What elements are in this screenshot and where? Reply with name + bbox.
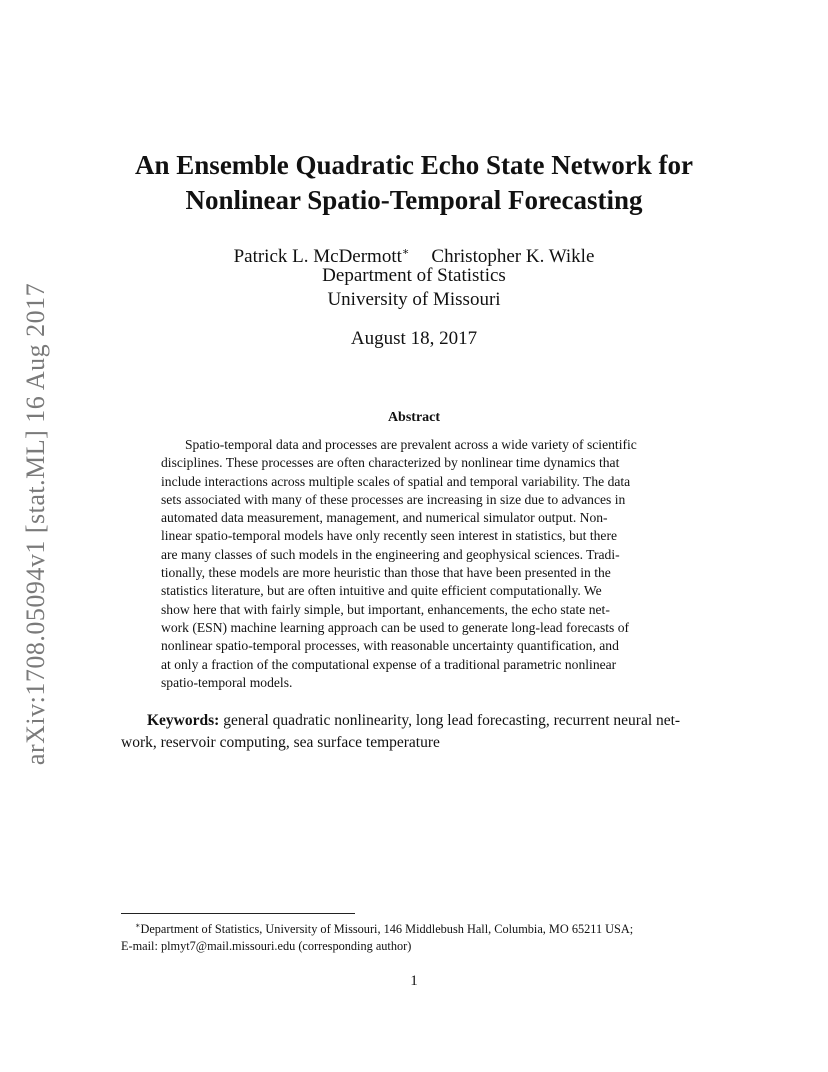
abstract-line: automated data measurement, management, and numerical simulator output. Non-: [161, 510, 608, 526]
paper-title: [80, 148, 748, 218]
paper-date: August 18, 2017: [350, 328, 478, 349]
arxiv-identifier-text: arXiv:1708.05094v1 [stat.ML] 16 Aug 2017: [21, 282, 50, 766]
keywords-label: Keywords:: [147, 712, 220, 729]
footnote-divider: [121, 913, 355, 914]
abstract-line: sets associated with many of these processes are increasing in size due to advances in: [161, 491, 626, 507]
affiliation-line: Department of Statistics: [322, 265, 506, 286]
abstract-body: [161, 436, 667, 692]
author-name: Patrick L. McDermott: [233, 246, 402, 267]
abstract-line: tionally, these models are more heuristic than those that have been presented in the: [161, 565, 611, 581]
author-name: Christopher K. Wikle: [431, 246, 595, 267]
abstract-line: work (ESN) machine learning approach can be used to generate long-lead forecasts of: [161, 619, 630, 635]
abstract-line: linear spatio-temporal models have only recently seen interest in statistics, but there: [161, 528, 618, 544]
abstract-line: are many classes of such models in the engineering and geophysical sciences. Tradi-: [161, 546, 620, 562]
abstract-line: include interactions across multiple scales of spatial and temporal variability. The data: [161, 473, 631, 489]
keywords-text: general quadratic nonlinearity, long lead forecasting, recurrent neural net-: [223, 712, 681, 729]
abstract-line: Spatio-temporal data and processes are prevalent across a wide variety of scientific: [185, 437, 637, 452]
abstract-heading: Abstract: [387, 410, 441, 425]
footnote-marker: ∗: [401, 246, 410, 258]
footnote-marker: ∗: [135, 921, 141, 930]
footnote: [121, 917, 707, 955]
keywords-section: [121, 710, 707, 754]
page-number: 1: [410, 973, 418, 989]
abstract-line: disciplines. These processes are often characterized by nonlinear time dynamics that: [161, 455, 620, 471]
abstract-line: nonlinear spatio-temporal processes, with reasonable uncertainty quantification, and: [161, 638, 619, 654]
footnote-text: E-mail: plmyt7@mail.missouri.edu (corresponding author): [121, 939, 412, 953]
footnote-text: Department of Statistics, University of Missouri, 146 Middlebush Hall, Columbia, MO 65211 USA;: [140, 922, 634, 936]
arxiv-identifier-stamp: [4, 274, 68, 774]
abstract-line: spatio-temporal models.: [161, 674, 293, 690]
title-line: An Ensemble Quadratic Echo State Network for: [135, 150, 693, 180]
affiliation: [80, 264, 748, 312]
abstract-line: show here that with fairly simple, but important, enhancements, the echo state net-: [161, 601, 610, 617]
abstract-line: statistics literature, but are often intuitive and quite efficient computationally. We: [161, 583, 602, 599]
abstract-line: at only a fraction of the computational expense of a traditional parametric nonlinear: [161, 656, 617, 672]
keywords-text: work, reservoir computing, sea surface temperature: [121, 734, 440, 751]
affiliation-line: University of Missouri: [327, 289, 501, 310]
title-line: Nonlinear Spatio-Temporal Forecasting: [185, 185, 643, 215]
